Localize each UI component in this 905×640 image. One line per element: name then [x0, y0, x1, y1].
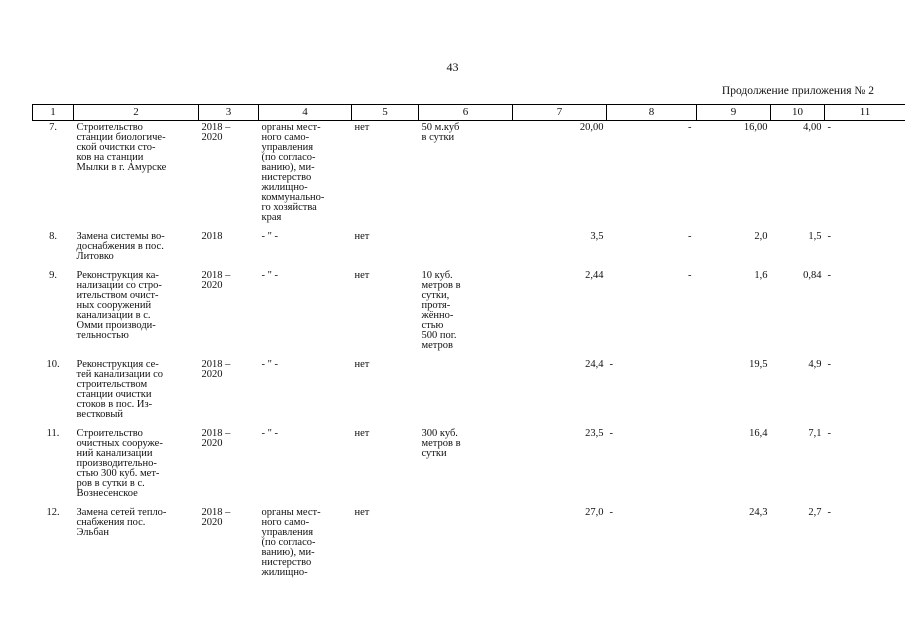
col9-value: 2,0 [754, 231, 768, 242]
period: 2018 [201, 231, 223, 242]
total-amount: 20,00 [579, 122, 604, 133]
row-number: 8. [49, 231, 57, 242]
col11-value: - [827, 231, 831, 242]
measure-name: Реконструкция ка- нализации со стро- ительством очист- ных сооружений канализации в с. Омми производи- тельностью [76, 270, 162, 341]
executor: - " - [261, 270, 279, 281]
col9-value: 24,3 [749, 507, 768, 518]
executor: органы мест- ного само- управления (по согласо- ванию), ми- нистерство жилищно- коммунально- го хозяйства края [261, 122, 325, 223]
total-amount: 2,44 [585, 270, 604, 281]
column-header: 7 [513, 105, 607, 121]
table-row [33, 427, 905, 506]
column-header: 3 [199, 105, 259, 121]
col5-value: нет [354, 122, 370, 133]
col10-value: 4,00 [803, 122, 822, 133]
col11-value: - [827, 428, 831, 439]
col10-value: 4,9 [808, 359, 822, 370]
column-number-header-row [33, 105, 905, 121]
column-header: 8 [607, 105, 697, 121]
measure-name: Замена сетей тепло- снабжения пос. Эльбан [76, 507, 167, 538]
table-row [33, 230, 905, 269]
table-row [33, 358, 905, 427]
measure-name: Строительство очистных сооруже- ний канализации производительно- стью 300 куб. мет- ров в сутки в с. Вознесенское [76, 428, 163, 499]
period: 2018 – 2020 [201, 359, 231, 380]
col8-value: - [688, 231, 692, 242]
table-row [33, 121, 905, 231]
row-number: 7. [49, 122, 57, 133]
executor: - " - [261, 428, 279, 439]
col9-value: 19,5 [749, 359, 768, 370]
executor: - " - [261, 359, 279, 370]
col8-value: - [609, 359, 613, 370]
capacity: 300 куб. метров в сутки [421, 428, 461, 459]
row-number: 12. [46, 507, 60, 518]
period: 2018 – 2020 [201, 122, 231, 143]
col9-value: 16,4 [749, 428, 768, 439]
total-amount: 27,0 [585, 507, 604, 518]
table-row [33, 269, 905, 358]
measures-table [32, 104, 905, 585]
capacity: 10 куб. метров в сутки, протя- жённо- стью 500 пог. метров [421, 270, 461, 351]
column-header: 2 [74, 105, 199, 121]
row-number: 10. [46, 359, 60, 370]
page-number: 43 [446, 60, 459, 74]
column-header: 11 [825, 105, 905, 121]
column-header: 5 [352, 105, 419, 121]
column-header: 1 [33, 105, 74, 121]
col10-value: 0,84 [803, 270, 822, 281]
total-amount: 24,4 [585, 359, 604, 370]
col5-value: нет [354, 428, 370, 439]
period: 2018 – 2020 [201, 428, 231, 449]
total-amount: 23,5 [585, 428, 604, 439]
col5-value: нет [354, 507, 370, 518]
col8-value: - [688, 122, 692, 133]
measure-name: Замена системы во- доснабжения в пос. Литовко [76, 231, 165, 262]
col8-value: - [609, 507, 613, 518]
row-number: 11. [46, 428, 60, 439]
col11-value: - [827, 122, 831, 133]
col8-value: - [609, 428, 613, 439]
column-header: 4 [259, 105, 352, 121]
col5-value: нет [354, 270, 370, 281]
executor: - " - [261, 231, 279, 242]
col10-value: 2,7 [808, 507, 822, 518]
period: 2018 – 2020 [201, 270, 231, 291]
executor: органы мест- ного само- управления (по согласо- ванию), ми- нистерство жилищно- [261, 507, 321, 578]
row-number: 9. [49, 270, 57, 281]
col5-value: нет [354, 231, 370, 242]
capacity: 50 м.куб в сутки [421, 122, 460, 143]
col9-value: 16,00 [743, 122, 768, 133]
column-header: 9 [697, 105, 771, 121]
appendix-continuation-note: Продолжение приложения № 2 [721, 85, 874, 97]
column-header: 6 [419, 105, 513, 121]
col10-value: 7,1 [808, 428, 822, 439]
col11-value: - [827, 270, 831, 281]
col8-value: - [688, 270, 692, 281]
col10-value: 1,5 [808, 231, 822, 242]
col11-value: - [827, 359, 831, 370]
total-amount: 3,5 [590, 231, 604, 242]
measure-name: Строительство станции биологиче- ской очистки сто- ков на станции Мылки в г. Амурске [76, 122, 167, 173]
col5-value: нет [354, 359, 370, 370]
table-row [33, 506, 905, 585]
measure-name: Реконструкция се- тей канализации со строительством станции очистки стоков в пос. Из- вестковый [76, 359, 164, 420]
column-header: 10 [771, 105, 825, 121]
col9-value: 1,6 [754, 270, 768, 281]
period: 2018 – 2020 [201, 507, 231, 528]
col11-value: - [827, 507, 831, 518]
